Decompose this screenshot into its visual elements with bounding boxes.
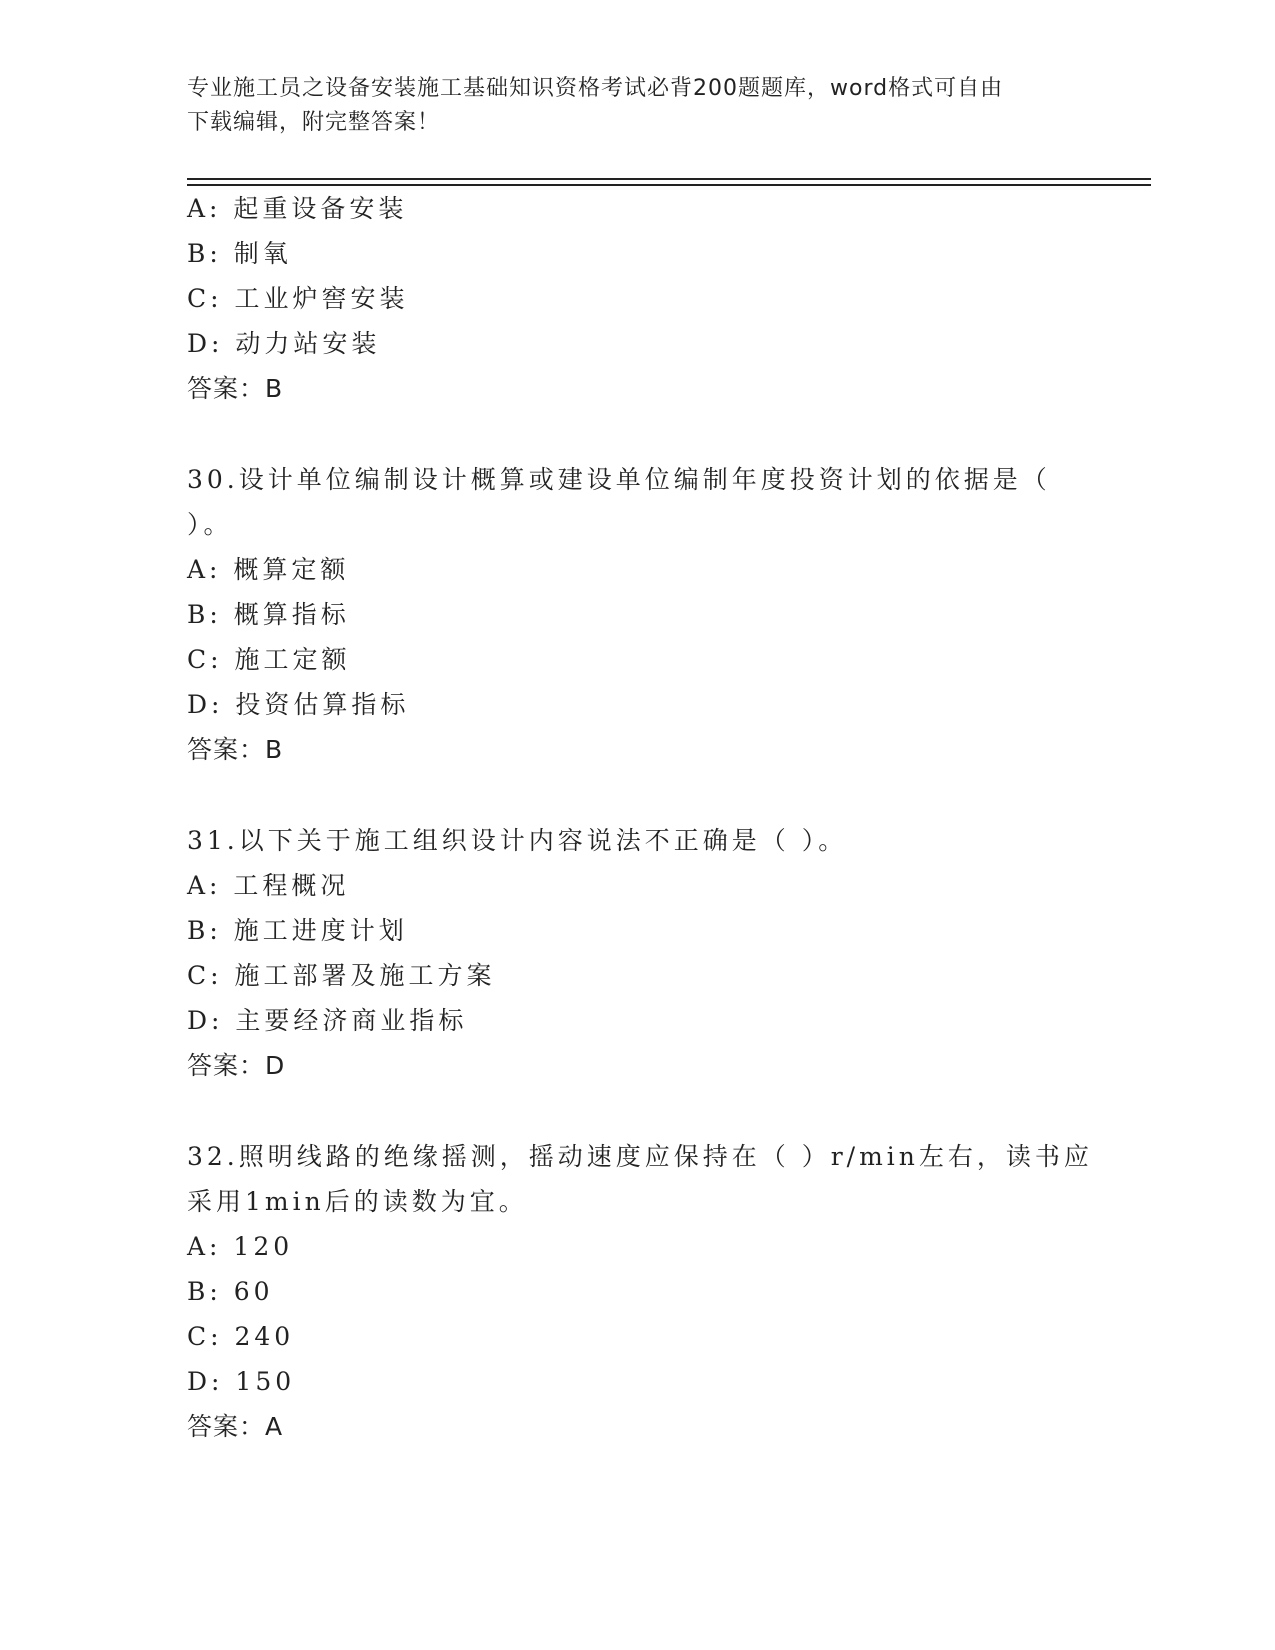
q30-stem-line-2: ）。 (187, 510, 233, 539)
q29-option-a: A: 起重设备安装 (187, 194, 408, 223)
q30-answer: 答案：B (187, 735, 284, 764)
q32-option-b: B: 60 (187, 1277, 274, 1306)
q29-option-d: D: 动力站安装 (187, 329, 381, 358)
q31-option-c: C: 施工部署及施工方案 (187, 961, 496, 990)
q29-answer: 答案：B (187, 374, 284, 403)
q31-answer: 答案：D (187, 1051, 286, 1080)
q31-option-b: B: 施工进度计划 (187, 916, 408, 945)
q31-option-d: D: 主要经济商业指标 (187, 1006, 468, 1035)
q29-option-c: C: 工业炉窖安装 (187, 284, 409, 313)
q30-option-a: A: 概算定额 (187, 555, 350, 584)
q32-option-d: D: 150 (187, 1367, 296, 1396)
q30-stem-line-1: 30.设计单位编制设计概算或建设单位编制年度投资计划的依据是（ (187, 465, 1051, 494)
q30-option-b: B: 概算指标 (187, 600, 350, 629)
header-title-line-2: 下载编辑，附完整答案！ (187, 110, 441, 135)
document-header (187, 72, 1087, 140)
q30-option-d: D: 投资估算指标 (187, 690, 410, 719)
q32-answer: 答案：A (187, 1412, 284, 1441)
q29-option-b: B: 制氧 (187, 239, 292, 268)
q32-stem-line-2: 采用1min后的读数为宜。 (187, 1187, 528, 1216)
q32-stem-line-1: 32.照明线路的绝缘摇测，摇动速度应保持在（ ）r/min左右，读书应 (187, 1142, 1093, 1171)
header-divider-top (187, 178, 1151, 180)
q31-stem-line-1: 31.以下关于施工组织设计内容说法不正确是（ ）。 (187, 826, 848, 855)
q32-option-a: A: 120 (187, 1232, 294, 1261)
header-divider-bottom (187, 184, 1151, 186)
header-title-line-1: 专业施工员之设备安装施工基础知识资格考试必背200题题库，word格式可自由 (187, 76, 1004, 101)
q32-option-c: C: 240 (187, 1322, 295, 1351)
q30-option-c: C: 施工定额 (187, 645, 351, 674)
q31-option-a: A: 工程概况 (187, 871, 350, 900)
